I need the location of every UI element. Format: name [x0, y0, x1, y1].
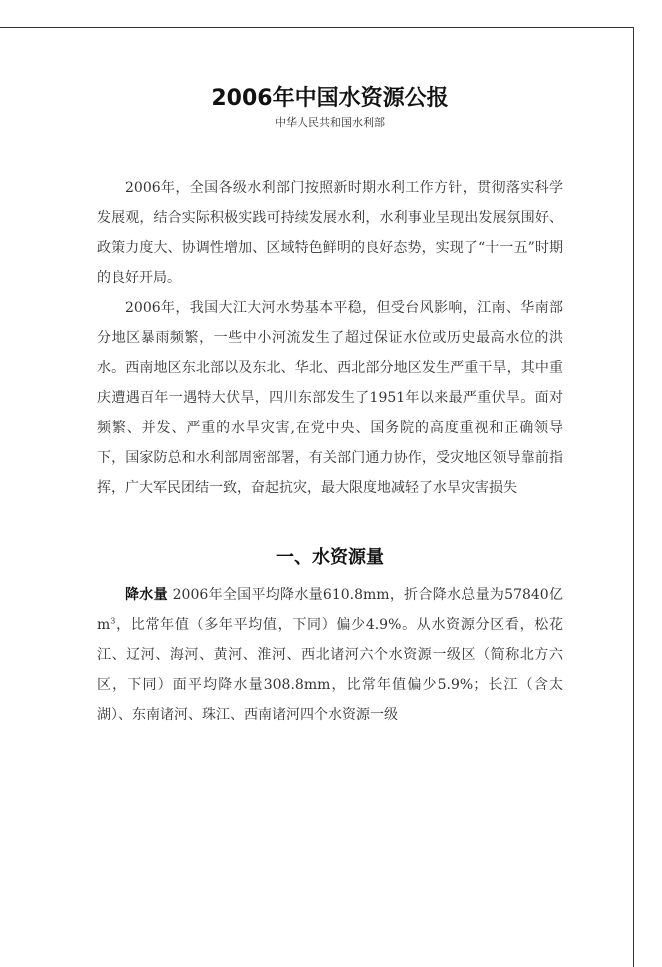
document-body	[97, 86, 563, 730]
precipitation-term: 降水量	[125, 587, 168, 603]
section-heading-water-resources: 一、水资源量	[276, 547, 384, 568]
intro-paragraph-2: 2006年，我国大江大河水势基本平稳，但受台风影响，江南、华南部分地区暴雨频繁，一些中小河流发生了超过保证水位或历史最高水位的洪水。西南地区东北部以及东北、华北、西北部分地区发生严重干旱，其中重庆遭遇百年一遇特大伏旱，四川东部发生了1951年以来最严重伏旱。面对频繁、并发、严重的水旱灾害,在党中央、国务院的高度重视和正确领导下，国家防总和水利部周密部署，有关部门通力协作，受灾地区领导靠前指挥，广大军民团结一致，奋起抗灾，最大限度地减轻了水旱灾害损失	[97, 300, 563, 496]
precipitation-paragraph	[97, 580, 563, 730]
publisher-subtitle: 中华人民共和国水利部	[275, 116, 385, 129]
precipitation-text-part-2: ，比常年值（多年平均值，下同）偏少4.9%。从水资源分区看，松花江、辽河、海河、黄河、淮河、西北诸河六个水资源一级区（简称北方六区，下同）面平均降水量308.8mm，比常年值偏少5.9%；长江（含太湖）、东南诸河、珠江、西南诸河四个水资源一级	[97, 617, 563, 723]
intro-paragraph-1: 2006年，全国各级水利部门按照新时期水利工作方针，贯彻落实科学发展观，结合实际积极实践可持续发展水利，水利事业呈现出发展氛围好、政策力度大、协调性增加、区域特色鲜明的良好态势，实现了“十一五”时期的良好开局。	[97, 180, 563, 286]
cubic-superscript: 3	[110, 616, 116, 626]
precipitation-text-part-1: 2006年全国平均降水量610.8mm，折合降水总量为57840亿m	[97, 587, 564, 633]
document-title: 2006年中国水资源公报	[211, 86, 449, 111]
